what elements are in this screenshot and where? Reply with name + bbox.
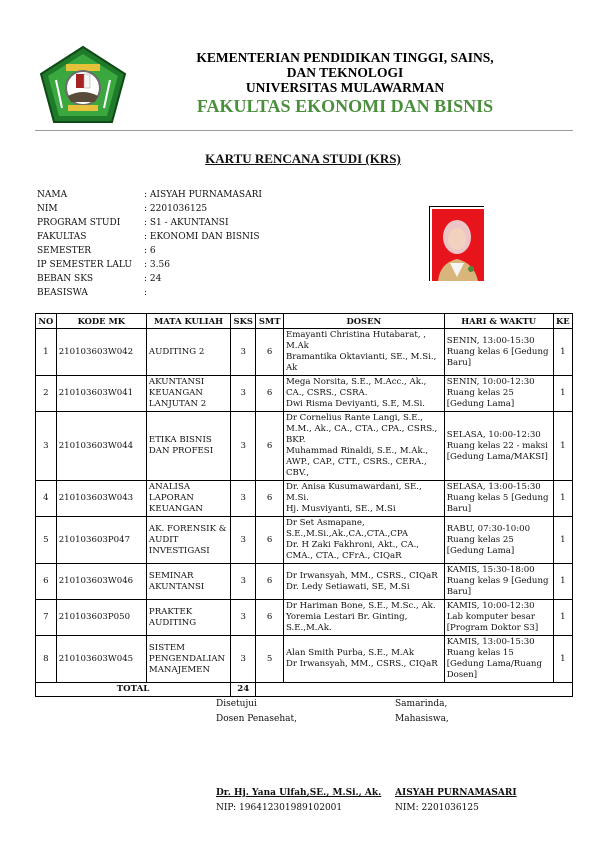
schedule-room: Ruang kelas 15 [Gedung Lama/Ruang Dosen] bbox=[446, 648, 542, 680]
student-photo bbox=[429, 206, 484, 281]
cell-ke: 1 bbox=[553, 636, 572, 683]
cell-kode-mk: 210103603W045 bbox=[56, 636, 146, 683]
cell-mata-kuliah: ANALISA LAPORAN KEUANGAN bbox=[146, 481, 230, 517]
cell-no: 4 bbox=[36, 481, 57, 517]
col-mata-kuliah: MATA KULIAH bbox=[146, 314, 230, 329]
cell-kode-mk: 210103603W041 bbox=[56, 376, 146, 412]
cell-dosen bbox=[283, 636, 444, 683]
info-value: : 2201036125 bbox=[144, 204, 208, 214]
cell-no: 1 bbox=[36, 329, 57, 376]
cell-mata-kuliah: SISTEM PENGENDALIAN MANAJEMEN bbox=[146, 636, 230, 683]
lecturer-name: Dwi Risma Deviyanti, S.E, M.Si. bbox=[285, 399, 426, 409]
advisor-approved-label: Disetujui bbox=[216, 699, 257, 709]
krs-table bbox=[35, 313, 573, 697]
lecturer-name: Bramantika Oktavianti, SE., M.Si., Ak bbox=[285, 352, 437, 373]
info-row bbox=[37, 272, 262, 286]
cell-smt: 6 bbox=[256, 412, 284, 481]
info-row bbox=[37, 188, 262, 202]
info-label: NAMA bbox=[37, 190, 68, 200]
cell-ke: 1 bbox=[553, 329, 572, 376]
student-signature bbox=[395, 786, 517, 816]
student-nim: NIM: 2201036125 bbox=[395, 803, 479, 813]
cell-hari-waktu bbox=[444, 600, 553, 636]
cell-smt: 6 bbox=[256, 517, 284, 564]
total-empty bbox=[256, 683, 573, 697]
info-value: : EKONOMI DAN BISNIS bbox=[144, 232, 260, 242]
lecturer-name: Alan Smith Purba, S.E., M.Ak bbox=[285, 648, 415, 658]
cell-no: 6 bbox=[36, 564, 57, 600]
cell-no: 3 bbox=[36, 412, 57, 481]
cell-sks: 3 bbox=[231, 329, 256, 376]
table-row bbox=[36, 376, 573, 412]
info-value: : S1 - AKUNTANSI bbox=[144, 218, 229, 228]
cell-sks: 3 bbox=[231, 564, 256, 600]
cell-dosen bbox=[283, 329, 444, 376]
document-title: KARTU RENCANA STUDI (KRS) bbox=[205, 151, 401, 166]
total-row bbox=[36, 683, 573, 697]
col-smt: SMT bbox=[256, 314, 284, 329]
col-hari-waktu: HARI & WAKTU bbox=[444, 314, 553, 329]
cell-kode-mk: 210103603W044 bbox=[56, 412, 146, 481]
cell-ke: 1 bbox=[553, 481, 572, 517]
schedule-time: SENIN, 13:00-15:30 bbox=[446, 335, 535, 346]
cell-ke: 1 bbox=[553, 564, 572, 600]
cell-dosen bbox=[283, 412, 444, 481]
cell-smt: 6 bbox=[256, 481, 284, 517]
lecturer-name: Dr Cornelius Rante Langi, S.E., M.M., Ak., CA., CTA., CPA., CSRS., BKP. bbox=[285, 413, 438, 445]
schedule-room: Ruang kelas 6 [Gedung Baru] bbox=[446, 346, 549, 368]
info-row bbox=[37, 202, 262, 216]
cell-sks: 3 bbox=[231, 481, 256, 517]
cell-smt: 6 bbox=[256, 600, 284, 636]
schedule-time: KAMIS, 15:30-18:00 bbox=[446, 565, 535, 575]
cell-sks: 3 bbox=[231, 517, 256, 564]
schedule-room: Lab komputer besar [Program Doktor S3] bbox=[446, 612, 539, 633]
cell-dosen bbox=[283, 376, 444, 412]
advisor-name: Dr. Hj. Yana Ulfah,SE., M.Si., Ak. bbox=[216, 788, 382, 798]
cell-mata-kuliah: SEMINAR AKUNTANSI bbox=[146, 564, 230, 600]
cell-mata-kuliah: AKUNTANSI KEUANGAN LANJUTAN 2 bbox=[146, 376, 230, 412]
lecturer-name: Yoremia Lestari Br. Ginting, S.E.,M.Ak. bbox=[285, 612, 408, 633]
cell-no: 2 bbox=[36, 376, 57, 412]
schedule-time: KAMIS, 10:00-12:30 bbox=[446, 601, 535, 611]
cell-kode-mk: 210103603W046 bbox=[56, 564, 146, 600]
total-label: TOTAL bbox=[36, 683, 231, 697]
lecturer-name: Mega Norsita, S.E., M.Acc., Ak., CA., CSRS., CSRA. bbox=[285, 377, 427, 398]
cell-smt: 5 bbox=[256, 636, 284, 683]
schedule-time: SENIN, 10:00-12:30 bbox=[446, 377, 535, 387]
cell-sks: 3 bbox=[231, 412, 256, 481]
info-value: : 24 bbox=[144, 274, 162, 284]
cell-mata-kuliah: ETIKA BISNIS DAN PROFESI bbox=[146, 412, 230, 481]
info-label: IP SEMESTER LALU bbox=[37, 260, 132, 270]
table-row bbox=[36, 636, 573, 683]
schedule-time: SELASA, 10:00-12:30 bbox=[446, 429, 541, 440]
col-dosen: DOSEN bbox=[283, 314, 444, 329]
cell-kode-mk: 210103603W043 bbox=[56, 481, 146, 517]
university-name: UNIVERSITAS MULAWARMAN bbox=[245, 80, 445, 95]
table-row bbox=[36, 329, 573, 376]
info-value: : AISYAH PURNAMASARI bbox=[144, 190, 262, 200]
schedule-time: SELASA, 13:00-15:30 bbox=[446, 482, 541, 492]
info-label: FAKULTAS bbox=[37, 232, 87, 242]
student-info bbox=[37, 188, 262, 300]
schedule-room: Ruang kelas 25 [Gedung Lama] bbox=[446, 534, 515, 556]
advisor-nip: NIP: 196412301989102001 bbox=[216, 803, 343, 813]
col-no: NO bbox=[36, 314, 57, 329]
letterhead bbox=[180, 50, 510, 116]
info-row bbox=[37, 258, 262, 272]
total-sks: 24 bbox=[231, 683, 256, 697]
cell-dosen bbox=[283, 517, 444, 564]
cell-no: 7 bbox=[36, 600, 57, 636]
schedule-time: RABU, 07:30-10:00 bbox=[446, 523, 531, 534]
lecturer-name: Dr Set Asmapane, S.E.,M.Si.,Ak.,CA.,CTA.,CPA bbox=[285, 518, 409, 539]
student-approval-block bbox=[395, 697, 449, 727]
info-value: : 3.56 bbox=[144, 260, 170, 270]
advisor-role-label: Dosen Penasehat, bbox=[216, 714, 297, 724]
cell-hari-waktu bbox=[444, 564, 553, 600]
info-value: : bbox=[144, 288, 148, 298]
ministry-line-1: KEMENTERIAN PENDIDIKAN TINGGI, SAINS, bbox=[196, 50, 494, 65]
cell-ke: 1 bbox=[553, 600, 572, 636]
schedule-room: Ruang kelas 25 [Gedung Lama] bbox=[446, 388, 515, 409]
lecturer-name: Dr. Ledy Setiawati, SE, M.Si bbox=[285, 581, 410, 592]
lecturer-name: Dr Irwansyah, MM., CSRS., CIQaR bbox=[285, 659, 438, 669]
info-row bbox=[37, 230, 262, 244]
cell-hari-waktu bbox=[444, 376, 553, 412]
cell-kode-mk: 210103603P047 bbox=[56, 517, 146, 564]
table-row bbox=[36, 481, 573, 517]
cell-kode-mk: 210103603W042 bbox=[56, 329, 146, 376]
lecturer-name: Emayanti Christina Hutabarat, , M.Ak bbox=[285, 330, 427, 351]
cell-hari-waktu bbox=[444, 636, 553, 683]
university-logo bbox=[38, 44, 128, 124]
cell-mata-kuliah: AUDITING 2 bbox=[146, 329, 230, 376]
lecturer-name: Dr Irwansyah, MM., CSRS., CIQaR bbox=[285, 570, 438, 581]
info-label: SEMESTER bbox=[37, 246, 92, 256]
schedule-room: Ruang kelas 9 [Gedung Baru] bbox=[446, 576, 549, 597]
info-label: BEASISWA bbox=[37, 288, 88, 298]
info-value: : 6 bbox=[144, 246, 156, 256]
advisor-approval-block bbox=[216, 697, 297, 727]
cell-ke: 1 bbox=[553, 376, 572, 412]
cell-smt: 6 bbox=[256, 329, 284, 376]
col-sks: SKS bbox=[231, 314, 256, 329]
table-header-row bbox=[36, 314, 573, 329]
cell-hari-waktu bbox=[444, 517, 553, 564]
schedule-time: KAMIS, 13:00-15:30 bbox=[446, 637, 535, 647]
lecturer-name: Dr Hariman Bone, S.E., M.Sc., Ak. bbox=[285, 601, 436, 611]
table-row bbox=[36, 600, 573, 636]
advisor-signature bbox=[216, 786, 381, 816]
cell-dosen bbox=[283, 481, 444, 517]
cell-kode-mk: 210103603P050 bbox=[56, 600, 146, 636]
faculty-name: FAKULTAS EKONOMI DAN BISNIS bbox=[196, 96, 494, 116]
table-row bbox=[36, 564, 573, 600]
student-name: AISYAH PURNAMASARI bbox=[395, 788, 517, 798]
cell-hari-waktu bbox=[444, 481, 553, 517]
ministry-line-2: DAN TEKNOLOGI bbox=[286, 65, 404, 80]
lecturer-name: Dr. H Zaki Fakhroni, Akt., CA., CMA., CTA., CFrA., CIQaR bbox=[285, 540, 420, 561]
lecturer-name: Dr. Anisa Kusumawardani, SE., M.Si. bbox=[285, 482, 422, 503]
schedule-room: Ruang kelas 22 - maksi [Gedung Lama/MAKSI] bbox=[446, 440, 548, 462]
info-row bbox=[37, 216, 262, 230]
cell-ke: 1 bbox=[553, 412, 572, 481]
cell-no: 5 bbox=[36, 517, 57, 564]
col-ke: KE bbox=[553, 314, 572, 329]
table-row bbox=[36, 412, 573, 481]
info-row bbox=[37, 244, 262, 258]
cell-sks: 3 bbox=[231, 636, 256, 683]
cell-dosen bbox=[283, 564, 444, 600]
cell-hari-waktu bbox=[444, 412, 553, 481]
lecturer-name: Hj. Musviyanti, SE., M.Si bbox=[285, 504, 396, 514]
cell-dosen bbox=[283, 600, 444, 636]
col-kode-mk: KODE MK bbox=[56, 314, 146, 329]
cell-hari-waktu bbox=[444, 329, 553, 376]
cell-sks: 3 bbox=[231, 376, 256, 412]
cell-sks: 3 bbox=[231, 600, 256, 636]
table-row bbox=[36, 517, 573, 564]
info-label: PROGRAM STUDI bbox=[37, 218, 121, 228]
cell-no: 8 bbox=[36, 636, 57, 683]
lecturer-name: Muhammad Rinaldi, S.E., M.Ak., AWP., CAP., CTT., CSRS., CERA., CBV., bbox=[285, 446, 429, 478]
cell-smt: 6 bbox=[256, 564, 284, 600]
cell-mata-kuliah: AK. FORENSIK & AUDIT INVESTIGASI bbox=[146, 517, 230, 564]
info-row bbox=[37, 286, 262, 300]
header-divider bbox=[35, 130, 573, 131]
info-label: NIM bbox=[37, 204, 58, 214]
place-label: Samarinda, bbox=[395, 699, 448, 709]
cell-mata-kuliah: PRAKTEK AUDITING bbox=[146, 600, 230, 636]
student-role-label: Mahasiswa, bbox=[395, 714, 449, 724]
cell-smt: 6 bbox=[256, 376, 284, 412]
info-label: BEBAN SKS bbox=[37, 274, 94, 284]
schedule-room: Ruang kelas 5 [Gedung Baru] bbox=[446, 493, 549, 514]
cell-ke: 1 bbox=[553, 517, 572, 564]
